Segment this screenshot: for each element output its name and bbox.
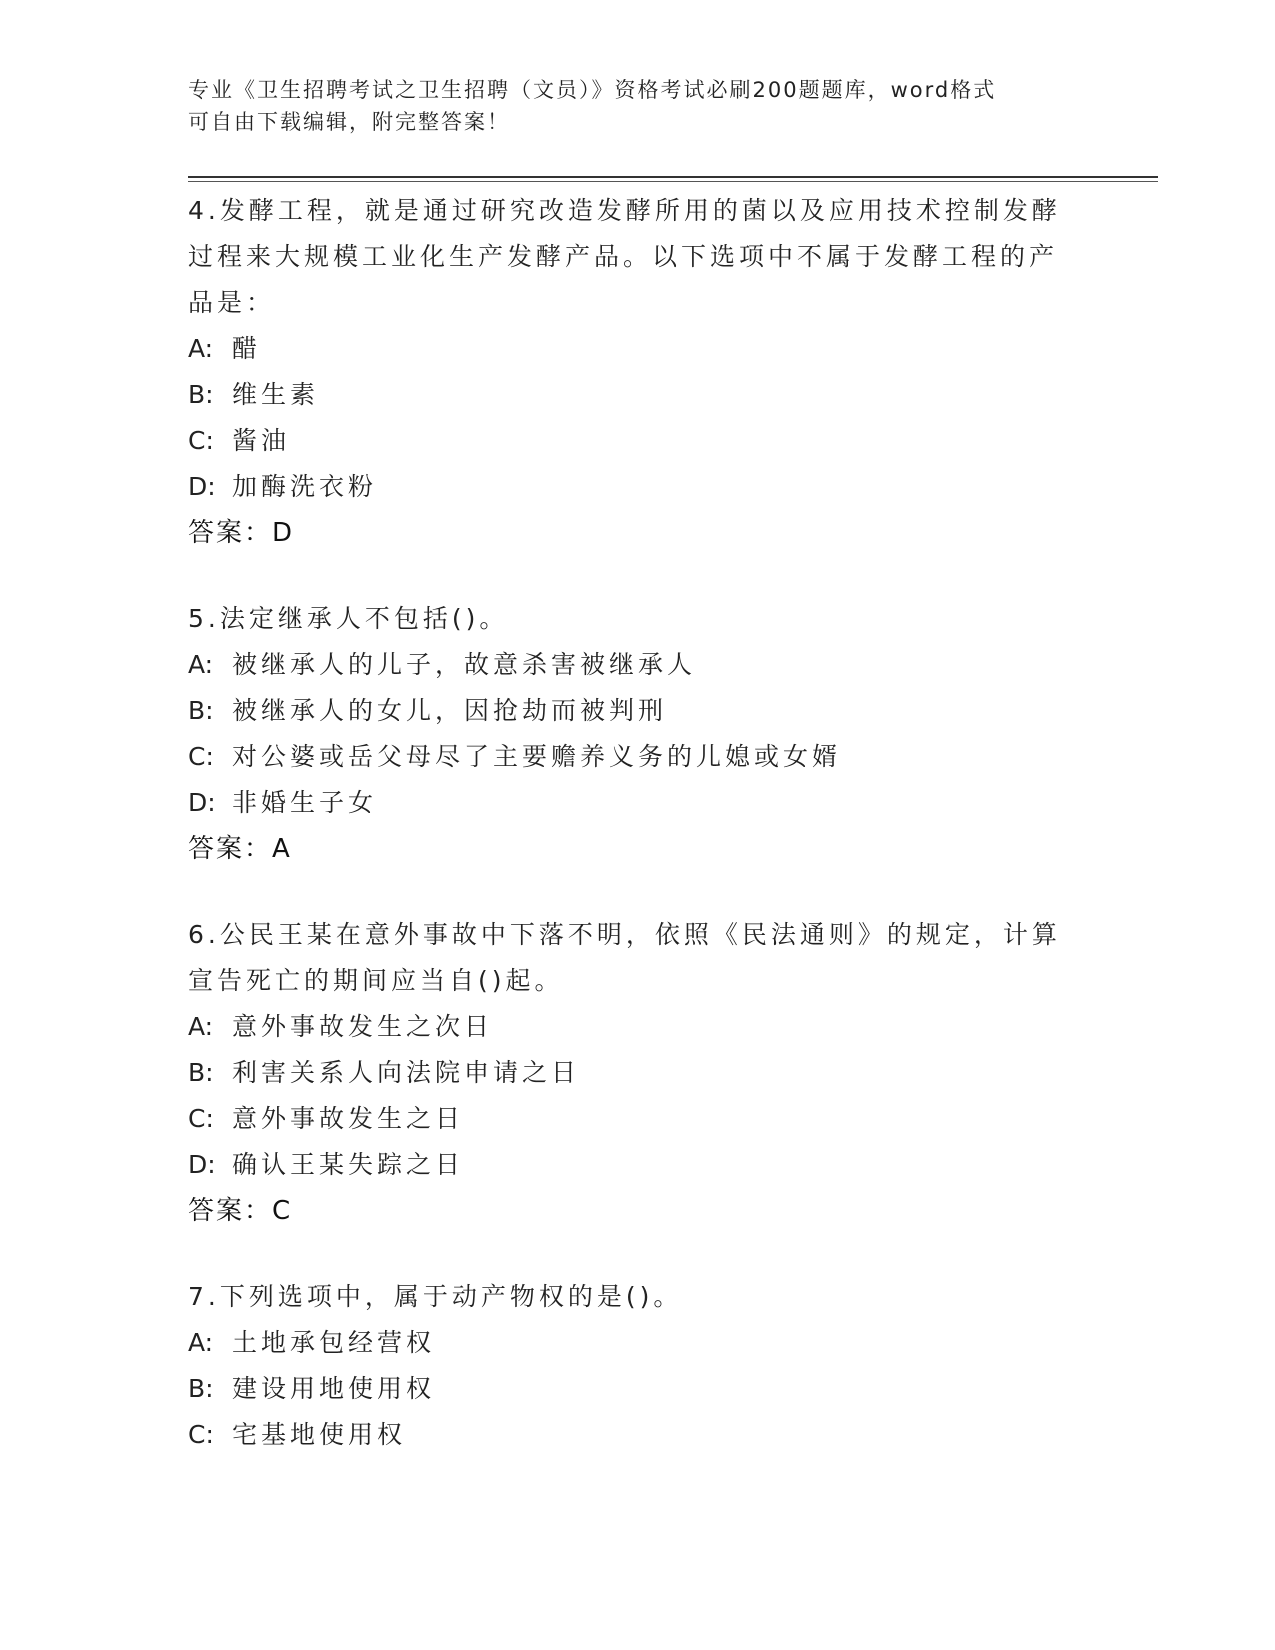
option-text: 意外事故发生之次日 <box>232 1012 494 1041</box>
option-text: 维生素 <box>232 380 320 409</box>
question-5 <box>188 596 1068 872</box>
option-text: 意外事故发生之日 <box>232 1104 465 1133</box>
option-d <box>188 780 1068 826</box>
option-text: 非婚生子女 <box>232 788 378 817</box>
option-a <box>188 1004 1068 1050</box>
option-text: 宅基地使用权 <box>232 1420 407 1449</box>
option-b <box>188 688 1068 734</box>
option-a <box>188 1320 1068 1366</box>
option-b <box>188 1050 1068 1096</box>
option-letter: C: <box>188 426 214 455</box>
question-6 <box>188 912 1068 1234</box>
option-text: 确认王某失踪之日 <box>232 1150 465 1179</box>
document-header <box>188 74 1068 138</box>
option-c <box>188 1096 1068 1142</box>
answer-line <box>188 1188 1068 1234</box>
answer-prefix: 答案： <box>188 518 273 548</box>
option-letter: B: <box>188 1374 214 1403</box>
answer-line <box>188 510 1068 556</box>
option-b <box>188 372 1068 418</box>
option-letter: C: <box>188 742 214 771</box>
option-text: 对公婆或岳父母尽了主要赡养义务的儿媳或女婿 <box>232 742 842 771</box>
question-stem: 5.法定继承人不包括()。 <box>188 604 509 633</box>
answer-value: D <box>272 518 295 548</box>
question-4 <box>188 188 1068 556</box>
option-letter: B: <box>188 1058 214 1087</box>
option-letter: A: <box>188 1328 214 1357</box>
option-d <box>188 1142 1068 1188</box>
option-letter: B: <box>188 696 214 725</box>
question-list <box>188 188 1068 1498</box>
option-letter: D: <box>188 788 216 817</box>
option-text: 建设用地使用权 <box>232 1374 436 1403</box>
question-stem: 6.公民王某在意外事故中下落不明，依照《民法通则》的规定，计算宣告死亡的期间应当自()起。 <box>188 920 1061 995</box>
option-letter: C: <box>188 1420 214 1449</box>
option-text: 醋 <box>232 334 262 363</box>
option-text: 酱油 <box>232 426 291 455</box>
option-text: 加酶洗衣粉 <box>232 472 378 501</box>
header-line-1: 专业《卫生招聘考试之卫生招聘（文员）》资格考试必刷200题题库，word格式 <box>188 78 997 102</box>
answer-value: A <box>272 834 292 864</box>
header-line-2: 可自由下载编辑，附完整答案！ <box>188 110 510 134</box>
question-stem: 4.发酵工程，就是通过研究改造发酵所用的菌以及应用技术控制发酵过程来大规模工业化生产发酵产品。以下选项中不属于发酵工程的产品是： <box>188 196 1061 317</box>
option-letter: D: <box>188 472 216 501</box>
answer-line <box>188 826 1068 872</box>
option-letter: D: <box>188 1150 216 1179</box>
answer-prefix: 答案： <box>188 834 273 864</box>
option-letter: B: <box>188 380 214 409</box>
option-text: 土地承包经营权 <box>232 1328 436 1357</box>
option-text: 被继承人的女儿，因抢劫而被判刑 <box>232 696 668 725</box>
option-letter: A: <box>188 1012 214 1041</box>
answer-value: C <box>272 1196 293 1226</box>
option-letter: A: <box>188 334 214 363</box>
option-text: 利害关系人向法院申请之日 <box>232 1058 581 1087</box>
option-c <box>188 418 1068 464</box>
answer-prefix: 答案： <box>188 1196 273 1226</box>
header-divider-thin <box>188 181 1158 182</box>
question-stem: 7.下列选项中，属于动产物权的是()。 <box>188 1282 683 1311</box>
option-a <box>188 326 1068 372</box>
option-letter: C: <box>188 1104 214 1133</box>
option-a <box>188 642 1068 688</box>
option-d <box>188 464 1068 510</box>
option-b <box>188 1366 1068 1412</box>
option-c <box>188 1412 1068 1458</box>
question-7 <box>188 1274 1068 1458</box>
header-divider-thick <box>188 176 1158 178</box>
option-text: 被继承人的儿子，故意杀害被继承人 <box>232 650 697 679</box>
option-c <box>188 734 1068 780</box>
option-letter: A: <box>188 650 214 679</box>
